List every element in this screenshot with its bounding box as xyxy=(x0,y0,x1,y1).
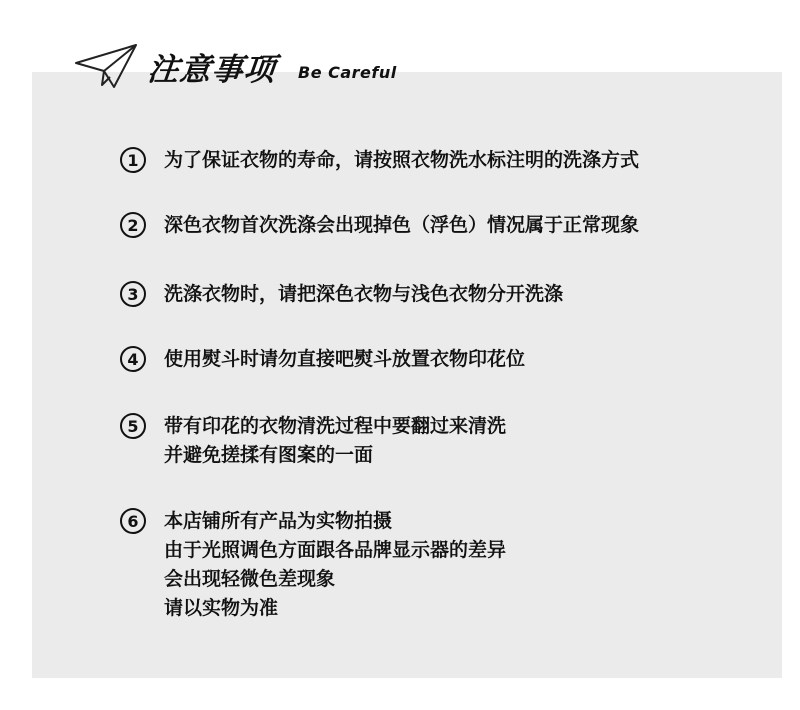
list-item xyxy=(120,507,506,623)
item-number-badge: 6 xyxy=(120,508,146,534)
item-text: 为了保证衣物的寿命，请按照衣物洗水标注明的洗涤方式 xyxy=(164,149,640,171)
item-text: 带有印花的衣物清洗过程中要翻过来清洗 xyxy=(164,415,507,437)
page-subtitle: Be Careful xyxy=(298,62,397,82)
list-item xyxy=(120,146,639,175)
item-text: 会出现轻微色差现象 xyxy=(164,568,336,590)
page-title: 注意事项 xyxy=(145,51,278,88)
item-number-badge: 3 xyxy=(120,281,146,307)
list-item xyxy=(120,280,563,309)
item-number-badge: 4 xyxy=(120,346,146,372)
item-text: 请以实物为准 xyxy=(164,597,279,619)
item-text: 本店铺所有产品为实物拍摄 xyxy=(164,510,393,532)
item-text: 深色衣物首次洗涤会出现掉色（浮色）情况属于正常现象 xyxy=(164,214,640,236)
paper-plane-icon xyxy=(74,41,138,91)
list-item xyxy=(120,345,525,374)
item-text: 并避免搓揉有图案的一面 xyxy=(164,444,374,466)
item-text: 使用熨斗时请勿直接吧熨斗放置衣物印花位 xyxy=(164,348,526,370)
item-number-badge: 5 xyxy=(120,413,146,439)
item-number-badge: 2 xyxy=(120,212,146,238)
list-item xyxy=(120,211,639,240)
item-text: 洗涤衣物时，请把深色衣物与浅色衣物分开洗涤 xyxy=(164,283,564,305)
item-number-badge: 1 xyxy=(120,147,146,173)
header xyxy=(74,36,397,96)
item-text: 由于光照调色方面跟各品牌显示器的差异 xyxy=(164,539,507,561)
list-item xyxy=(120,412,506,470)
